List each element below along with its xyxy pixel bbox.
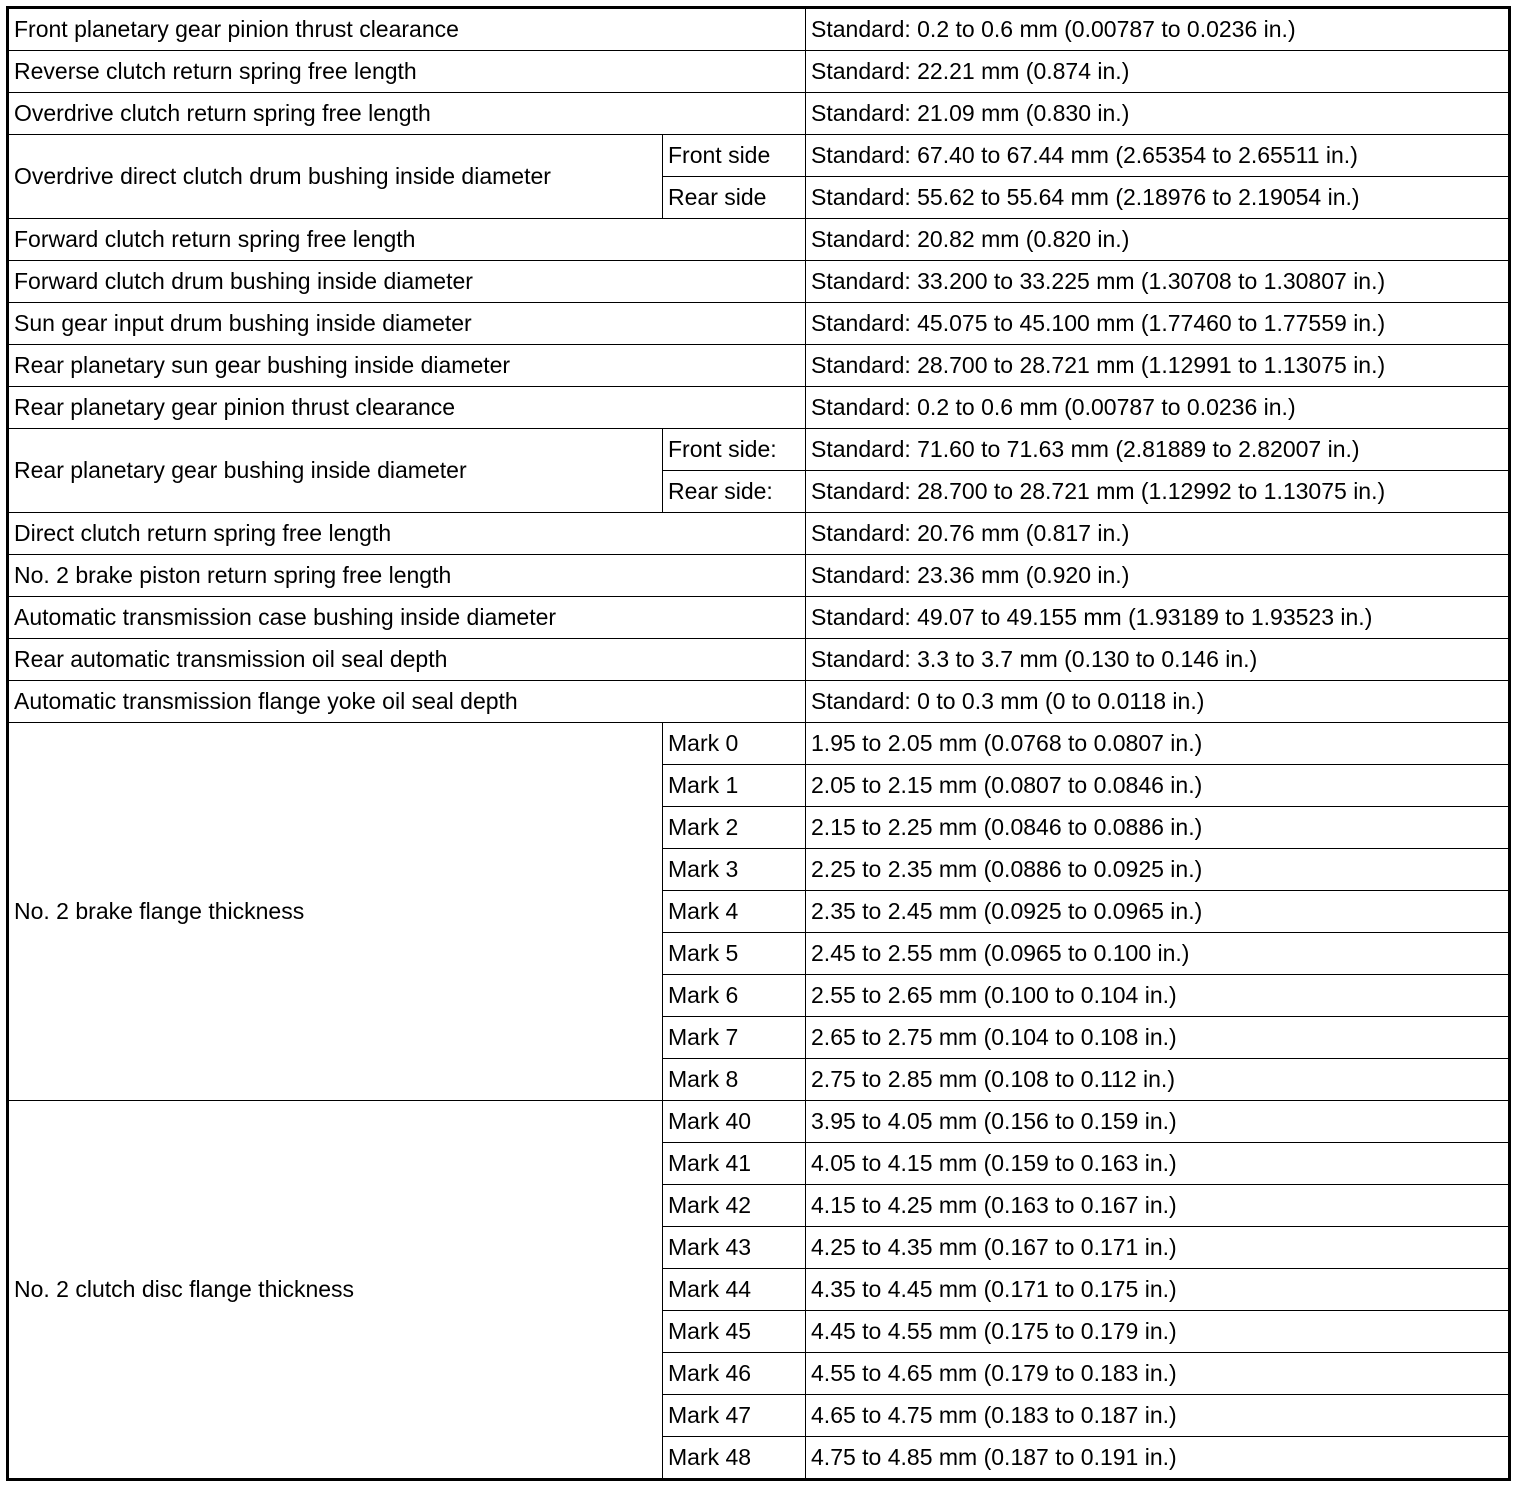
sub-label-cell: Mark 0 (663, 723, 806, 765)
value-cell: 2.65 to 2.75 mm (0.104 to 0.108 in.) (806, 1017, 1510, 1059)
value-cell: Standard: 33.200 to 33.225 mm (1.30708 to 1.30807 in.) (806, 261, 1510, 303)
item-cell: Reverse clutch return spring free length (8, 51, 806, 93)
value-cell: Standard: 21.09 mm (0.830 in.) (806, 93, 1510, 135)
value-cell: 4.15 to 4.25 mm (0.163 to 0.167 in.) (806, 1185, 1510, 1227)
item-cell: Sun gear input drum bushing inside diameter (8, 303, 806, 345)
value-cell: Standard: 23.36 mm (0.920 in.) (806, 555, 1510, 597)
value-cell: Standard: 3.3 to 3.7 mm (0.130 to 0.146 in.) (806, 639, 1510, 681)
item-cell: No. 2 clutch disc flange thickness (8, 1101, 663, 1480)
table-row (8, 51, 1510, 93)
table-row (8, 723, 1510, 765)
item-cell: Rear planetary gear bushing inside diameter (8, 429, 663, 513)
table-row (8, 261, 1510, 303)
value-cell: 2.25 to 2.35 mm (0.0886 to 0.0925 in.) (806, 849, 1510, 891)
value-cell: Standard: 67.40 to 67.44 mm (2.65354 to 2.65511 in.) (806, 135, 1510, 177)
table-row (8, 681, 1510, 723)
sub-label-cell: Mark 47 (663, 1395, 806, 1437)
table-row (8, 429, 1510, 471)
value-cell: Standard: 20.82 mm (0.820 in.) (806, 219, 1510, 261)
table-row (8, 8, 1510, 51)
value-cell: 4.75 to 4.85 mm (0.187 to 0.191 in.) (806, 1437, 1510, 1480)
sub-label-cell: Front side (663, 135, 806, 177)
sub-label-cell: Mark 4 (663, 891, 806, 933)
item-cell: Forward clutch return spring free length (8, 219, 806, 261)
value-cell: 4.35 to 4.45 mm (0.171 to 0.175 in.) (806, 1269, 1510, 1311)
item-cell: Rear planetary gear pinion thrust clearance (8, 387, 806, 429)
table-row (8, 345, 1510, 387)
value-cell: 2.55 to 2.65 mm (0.100 to 0.104 in.) (806, 975, 1510, 1017)
sub-label-cell: Mark 42 (663, 1185, 806, 1227)
sub-label-cell: Mark 7 (663, 1017, 806, 1059)
value-cell: Standard: 20.76 mm (0.817 in.) (806, 513, 1510, 555)
sub-label-cell: Mark 45 (663, 1311, 806, 1353)
sub-label-cell: Mark 5 (663, 933, 806, 975)
item-cell: Rear planetary sun gear bushing inside diameter (8, 345, 806, 387)
table-row (8, 555, 1510, 597)
sub-label-cell: Mark 46 (663, 1353, 806, 1395)
value-cell: 2.45 to 2.55 mm (0.0965 to 0.100 in.) (806, 933, 1510, 975)
value-cell: 2.15 to 2.25 mm (0.0846 to 0.0886 in.) (806, 807, 1510, 849)
value-cell: 4.05 to 4.15 mm (0.159 to 0.163 in.) (806, 1143, 1510, 1185)
item-cell: Direct clutch return spring free length (8, 513, 806, 555)
table-row (8, 93, 1510, 135)
item-cell: Forward clutch drum bushing inside diameter (8, 261, 806, 303)
value-cell: Standard: 45.075 to 45.100 mm (1.77460 to 1.77559 in.) (806, 303, 1510, 345)
table-row (8, 303, 1510, 345)
sub-label-cell: Mark 43 (663, 1227, 806, 1269)
value-cell: Standard: 55.62 to 55.64 mm (2.18976 to 2.19054 in.) (806, 177, 1510, 219)
sub-label-cell: Mark 41 (663, 1143, 806, 1185)
sub-label-cell: Mark 1 (663, 765, 806, 807)
value-cell: Standard: 0.2 to 0.6 mm (0.00787 to 0.0236 in.) (806, 387, 1510, 429)
item-cell: Front planetary gear pinion thrust clearance (8, 8, 806, 51)
sub-label-cell: Mark 6 (663, 975, 806, 1017)
table-row (8, 1101, 1510, 1143)
value-cell: Standard: 28.700 to 28.721 mm (1.12991 to 1.13075 in.) (806, 345, 1510, 387)
sub-label-cell: Mark 40 (663, 1101, 806, 1143)
sub-label-cell: Mark 2 (663, 807, 806, 849)
table-row (8, 597, 1510, 639)
item-cell: Overdrive clutch return spring free length (8, 93, 806, 135)
value-cell: 2.35 to 2.45 mm (0.0925 to 0.0965 in.) (806, 891, 1510, 933)
item-cell: Rear automatic transmission oil seal depth (8, 639, 806, 681)
table-row (8, 513, 1510, 555)
sub-label-cell: Rear side: (663, 471, 806, 513)
item-cell: Overdrive direct clutch drum bushing inside diameter (8, 135, 663, 219)
value-cell: Standard: 28.700 to 28.721 mm (1.12992 to 1.13075 in.) (806, 471, 1510, 513)
value-cell: 4.25 to 4.35 mm (0.167 to 0.171 in.) (806, 1227, 1510, 1269)
value-cell: Standard: 0 to 0.3 mm (0 to 0.0118 in.) (806, 681, 1510, 723)
value-cell: 4.65 to 4.75 mm (0.183 to 0.187 in.) (806, 1395, 1510, 1437)
value-cell: 2.05 to 2.15 mm (0.0807 to 0.0846 in.) (806, 765, 1510, 807)
value-cell: Standard: 0.2 to 0.6 mm (0.00787 to 0.0236 in.) (806, 8, 1510, 51)
item-cell: Automatic transmission flange yoke oil seal depth (8, 681, 806, 723)
value-cell: 4.45 to 4.55 mm (0.175 to 0.179 in.) (806, 1311, 1510, 1353)
item-cell: No. 2 brake flange thickness (8, 723, 663, 1101)
sub-label-cell: Mark 48 (663, 1437, 806, 1480)
sub-label-cell: Mark 3 (663, 849, 806, 891)
spec-table-body (8, 8, 1510, 1480)
value-cell: Standard: 49.07 to 49.155 mm (1.93189 to 1.93523 in.) (806, 597, 1510, 639)
value-cell: 1.95 to 2.05 mm (0.0768 to 0.0807 in.) (806, 723, 1510, 765)
value-cell: Standard: 71.60 to 71.63 mm (2.81889 to 2.82007 in.) (806, 429, 1510, 471)
value-cell: 4.55 to 4.65 mm (0.179 to 0.183 in.) (806, 1353, 1510, 1395)
value-cell: 3.95 to 4.05 mm (0.156 to 0.159 in.) (806, 1101, 1510, 1143)
table-row (8, 219, 1510, 261)
sub-label-cell: Mark 44 (663, 1269, 806, 1311)
spec-table (6, 6, 1511, 1481)
sub-label-cell: Mark 8 (663, 1059, 806, 1101)
item-cell: Automatic transmission case bushing inside diameter (8, 597, 806, 639)
table-row (8, 135, 1510, 177)
value-cell: 2.75 to 2.85 mm (0.108 to 0.112 in.) (806, 1059, 1510, 1101)
table-row (8, 387, 1510, 429)
sub-label-cell: Rear side (663, 177, 806, 219)
table-row (8, 639, 1510, 681)
value-cell: Standard: 22.21 mm (0.874 in.) (806, 51, 1510, 93)
item-cell: No. 2 brake piston return spring free length (8, 555, 806, 597)
sub-label-cell: Front side: (663, 429, 806, 471)
